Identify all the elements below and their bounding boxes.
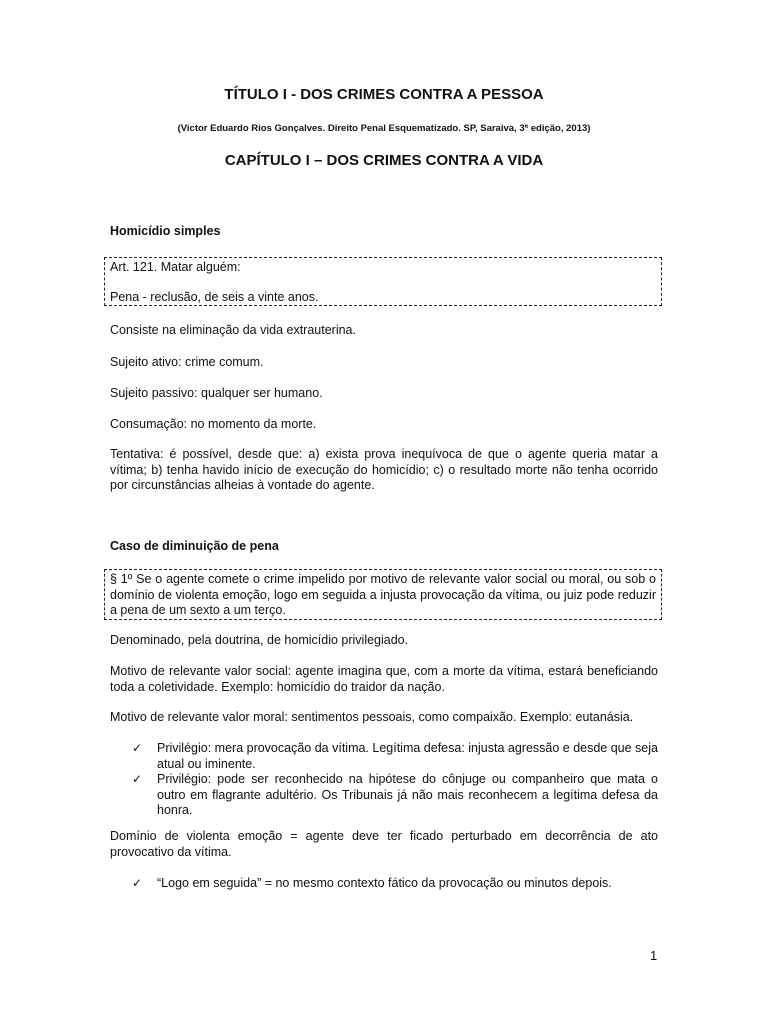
paragraph-box — [104, 569, 662, 620]
chapter-title: CAPÍTULO I – DOS CRIMES CONTRA A VIDA — [224, 152, 544, 169]
source-citation: (Victor Eduardo Rios Gonçalves. Direito Penal Esquematizado. SP, Saraiva, 3ª edição, 2013) — [177, 123, 591, 134]
list-item: ✓ Privilégio: pode ser reconhecido na hipótese do cônjuge ou companheiro que mata o outro em flagrante adultério. Os Tribunais já não mais reconhecem a legítima defesa da honra. — [132, 772, 658, 817]
paragraph: Tentativa: é possível, desde que: a) exista prova inequívoca de que o agente queria matar a vítima; b) tenha havido início de execução do homicídio; c) o resultado morte não tenha ocorrido por circunstâncias alheias à vontade do agente. — [110, 447, 658, 492]
paragraph: Consiste na eliminação da vida extrauterina. — [110, 323, 356, 337]
paragraph-text: § 1º Se o agente comete o crime impelido por motivo de relevante valor social ou moral, ou sob o domínio de violenta emoção, logo em seguida a injusta provocação da vítima, ou juiz pode reduzir a pena de um sexto a um terço. — [110, 572, 656, 617]
paragraph: Denominado, pela doutrina, de homicídio privilegiado. — [110, 633, 409, 647]
section-heading-homicidio-simples: Homicídio simples — [110, 224, 221, 238]
article-text: Art. 121. Matar alguém: — [110, 260, 241, 274]
page-number: 1 — [650, 948, 658, 963]
list-item: ✓ “Logo em seguida” = no mesmo contexto fático da provocação ou minutos depois. — [132, 876, 612, 890]
document-title: TÍTULO I - DOS CRIMES CONTRA A PESSOA — [224, 86, 544, 103]
paragraph: Consumação: no momento da morte. — [110, 417, 317, 431]
paragraph: Sujeito passivo: qualquer ser humano. — [110, 386, 323, 400]
bullet-list — [132, 876, 658, 892]
check-icon: ✓ — [132, 741, 143, 755]
paragraph: Motivo de relevante valor moral: sentimentos pessoais, como compaixão. Exemplo: eutanásia. — [110, 710, 634, 724]
check-icon: ✓ — [132, 876, 143, 890]
list-item: ✓ Privilégio: mera provocação da vítima. Legítima defesa: injusta agressão e desde que seja atual ou iminente. — [132, 741, 658, 771]
article-box — [104, 257, 662, 306]
paragraph: Sujeito ativo: crime comum. — [110, 355, 264, 369]
check-icon: ✓ — [132, 772, 143, 786]
section-heading-diminuicao-pena: Caso de diminuição de pena — [110, 539, 279, 553]
bullet-list — [132, 741, 658, 819]
paragraph: Domínio de violenta emoção = agente deve ter ficado perturbado em decorrência de ato provocativo da vítima. — [110, 829, 658, 859]
penalty-text: Pena - reclusão, de seis a vinte anos. — [110, 289, 319, 304]
paragraph: Motivo de relevante valor social: agente imagina que, com a morte da vítima, estará beneficiando toda a coletividade. Exemplo: homicídio do traidor da nação. — [110, 664, 658, 694]
